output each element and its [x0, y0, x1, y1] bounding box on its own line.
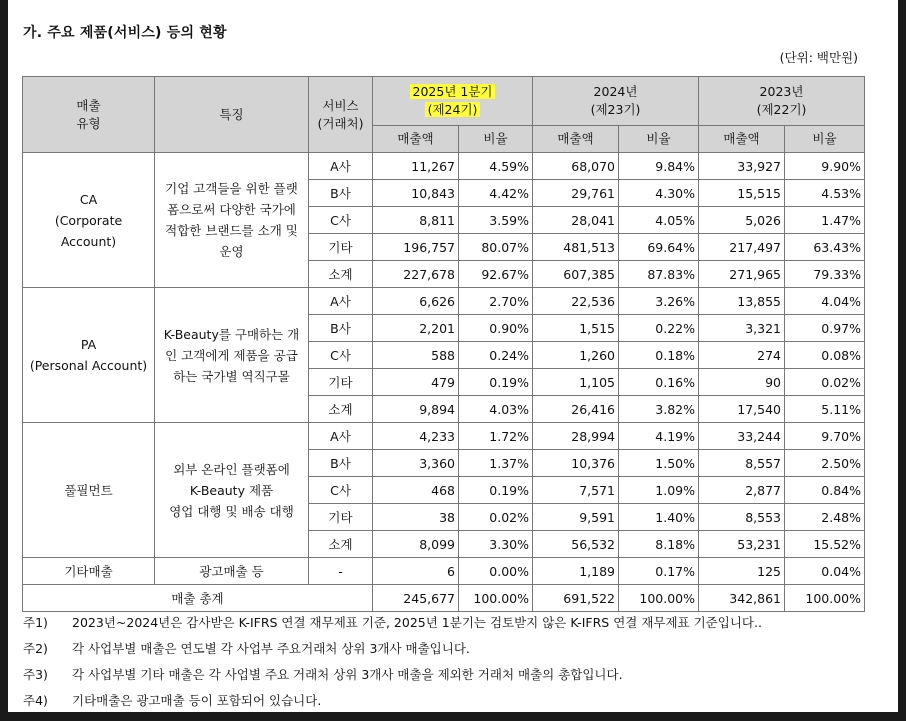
sales-2024-cell: 1,260 [533, 342, 619, 369]
header-period-2023 [699, 77, 865, 126]
sales-2023-cell: 15,515 [699, 180, 785, 207]
footnotes [23, 610, 883, 712]
sales-2023-cell: 2,877 [699, 477, 785, 504]
sales-2025q1-cell: 2,201 [373, 315, 459, 342]
table-row [23, 423, 865, 450]
ratio-2025q1-cell: 80.07% [459, 234, 533, 261]
service-cell: C사 [309, 207, 373, 234]
service-cell: 기타 [309, 234, 373, 261]
ratio-2023-cell: 5.11% [785, 396, 865, 423]
sales-2024-cell: 1,105 [533, 369, 619, 396]
header-sales: 매출액 [699, 126, 785, 153]
sales-2024-cell: 28,994 [533, 423, 619, 450]
sales-2023-cell: 125 [699, 558, 785, 585]
header-service-line2: (거래처) [317, 115, 364, 131]
table-body [23, 153, 865, 612]
ratio-2025q1-cell: 1.37% [459, 450, 533, 477]
sales-2023-cell: 17,540 [699, 396, 785, 423]
table-row [23, 153, 865, 180]
header-ratio: 비율 [785, 126, 865, 153]
header-period-2025q1 [373, 77, 533, 126]
ratio-2024-cell: 1.40% [619, 504, 699, 531]
ratio-2025q1-cell: 0.90% [459, 315, 533, 342]
sales-2023-cell: 8,553 [699, 504, 785, 531]
ratio-2023-cell: 79.33% [785, 261, 865, 288]
service-cell: C사 [309, 477, 373, 504]
period-2024-line1: 2024년 [593, 84, 638, 99]
sales-2023-cell: 342,861 [699, 585, 785, 612]
ratio-2025q1-cell: 0.19% [459, 477, 533, 504]
sales-2025q1-cell: 8,811 [373, 207, 459, 234]
ratio-2024-cell: 3.26% [619, 288, 699, 315]
service-cell: A사 [309, 288, 373, 315]
group-feature-cell: K-Beauty를 구매하는 개인 고객에게 제품을 공급하는 국가별 역직구몰 [155, 288, 309, 423]
group-type-cell: PA (Personal Account) [23, 288, 155, 423]
sales-2025q1-cell: 3,360 [373, 450, 459, 477]
ratio-2023-cell: 15.52% [785, 531, 865, 558]
footnote-text: 2023년~2024년은 감사받은 K-IFRS 연결 재무제표 기준, 2025년 1분기는 검토받지 않은 K-IFRS 연결 재무제표 기준입니다.. [72, 615, 762, 630]
sales-2023-cell: 33,927 [699, 153, 785, 180]
ratio-2025q1-cell: 2.70% [459, 288, 533, 315]
service-cell: 기타 [309, 369, 373, 396]
sales-2023-cell: 217,497 [699, 234, 785, 261]
footnote-tag: 주4) [23, 693, 48, 708]
footnote-item [23, 688, 883, 712]
footnote-tag: 주3) [23, 667, 48, 682]
ratio-2024-cell: 0.16% [619, 369, 699, 396]
ratio-2024-cell: 69.64% [619, 234, 699, 261]
sales-2024-cell: 1,189 [533, 558, 619, 585]
sales-2024-cell: 7,571 [533, 477, 619, 504]
period-2024-line2: (제23기) [590, 102, 641, 117]
service-cell: 소계 [309, 261, 373, 288]
header-ratio: 비율 [619, 126, 699, 153]
header-type [23, 77, 155, 153]
sales-2025q1-cell: 6 [373, 558, 459, 585]
ratio-2023-cell: 4.53% [785, 180, 865, 207]
ratio-2025q1-cell: 100.00% [459, 585, 533, 612]
other-type-cell: 기타매출 [23, 558, 155, 585]
sales-2025q1-cell: 8,099 [373, 531, 459, 558]
sales-2024-cell: 10,376 [533, 450, 619, 477]
footnote-text: 각 사업부별 매출은 연도별 각 사업부 주요거래처 상위 3개사 매출입니다. [72, 641, 470, 656]
period-2025q1-line2: (제24기) [425, 102, 481, 117]
other-service-cell: - [309, 558, 373, 585]
ratio-2024-cell: 0.17% [619, 558, 699, 585]
ratio-2023-cell: 9.90% [785, 153, 865, 180]
sales-2023-cell: 13,855 [699, 288, 785, 315]
sales-2023-cell: 274 [699, 342, 785, 369]
sales-2025q1-cell: 588 [373, 342, 459, 369]
ratio-2024-cell: 4.05% [619, 207, 699, 234]
period-2025q1-line1: 2025년 1분기 [410, 84, 496, 99]
ratio-2023-cell: 1.47% [785, 207, 865, 234]
service-cell: A사 [309, 423, 373, 450]
sales-2024-cell: 607,385 [533, 261, 619, 288]
other-feature-cell: 광고매출 등 [155, 558, 309, 585]
ratio-2025q1-cell: 3.30% [459, 531, 533, 558]
header-sales: 매출액 [373, 126, 459, 153]
footnote-tag: 주1) [23, 615, 48, 630]
sales-2024-cell: 481,513 [533, 234, 619, 261]
document-page [8, 0, 898, 712]
ratio-2023-cell: 2.48% [785, 504, 865, 531]
sales-2024-cell: 68,070 [533, 153, 619, 180]
revenue-table [22, 76, 865, 612]
service-cell: B사 [309, 315, 373, 342]
sales-2024-cell: 56,532 [533, 531, 619, 558]
ratio-2024-cell: 4.19% [619, 423, 699, 450]
ratio-2025q1-cell: 4.59% [459, 153, 533, 180]
ratio-2024-cell: 3.82% [619, 396, 699, 423]
header-type-line1: 매출 [76, 97, 101, 113]
service-cell: 소계 [309, 531, 373, 558]
unit-label: (단위: 백만원) [779, 50, 858, 65]
header-sales: 매출액 [533, 126, 619, 153]
sales-2025q1-cell: 245,677 [373, 585, 459, 612]
table-row-other [23, 558, 865, 585]
sales-2023-cell: 53,231 [699, 531, 785, 558]
ratio-2024-cell: 0.22% [619, 315, 699, 342]
ratio-2024-cell: 9.84% [619, 153, 699, 180]
ratio-2025q1-cell: 1.72% [459, 423, 533, 450]
sales-2025q1-cell: 196,757 [373, 234, 459, 261]
ratio-2024-cell: 0.18% [619, 342, 699, 369]
sales-2025q1-cell: 227,678 [373, 261, 459, 288]
footnote-item [23, 662, 883, 688]
sales-2024-cell: 26,416 [533, 396, 619, 423]
sales-2024-cell: 9,591 [533, 504, 619, 531]
ratio-2024-cell: 4.30% [619, 180, 699, 207]
sales-2023-cell: 271,965 [699, 261, 785, 288]
footnote-item [23, 636, 883, 662]
ratio-2023-cell: 100.00% [785, 585, 865, 612]
footnote-text: 기타매출은 광고매출 등이 포함되어 있습니다. [72, 693, 322, 708]
sales-2023-cell: 8,557 [699, 450, 785, 477]
service-cell: B사 [309, 180, 373, 207]
header-feature: 특징 [155, 77, 309, 153]
header-ratio: 비율 [459, 126, 533, 153]
sales-2024-cell: 1,515 [533, 315, 619, 342]
service-cell: B사 [309, 450, 373, 477]
ratio-2024-cell: 100.00% [619, 585, 699, 612]
sales-2025q1-cell: 4,233 [373, 423, 459, 450]
sales-2024-cell: 22,536 [533, 288, 619, 315]
sales-2025q1-cell: 9,894 [373, 396, 459, 423]
ratio-2023-cell: 0.97% [785, 315, 865, 342]
sales-2023-cell: 3,321 [699, 315, 785, 342]
period-2023-line1: 2023년 [759, 84, 804, 99]
ratio-2024-cell: 1.50% [619, 450, 699, 477]
total-label-cell: 매출 총계 [23, 585, 373, 612]
group-type-cell: CA (Corporate Account) [23, 153, 155, 288]
ratio-2023-cell: 4.04% [785, 288, 865, 315]
service-cell: A사 [309, 153, 373, 180]
footnote-text: 각 사업부별 기타 매출은 각 사업별 주요 거래처 상위 3개사 매출을 제외한 거래처 매출의 총합입니다. [72, 667, 623, 682]
header-service [309, 77, 373, 153]
ratio-2025q1-cell: 4.42% [459, 180, 533, 207]
table-row [23, 288, 865, 315]
sales-2023-cell: 33,244 [699, 423, 785, 450]
sales-2025q1-cell: 10,843 [373, 180, 459, 207]
ratio-2023-cell: 9.70% [785, 423, 865, 450]
service-cell: C사 [309, 342, 373, 369]
footnote-tag: 주2) [23, 641, 48, 656]
ratio-2024-cell: 8.18% [619, 531, 699, 558]
sales-2025q1-cell: 479 [373, 369, 459, 396]
ratio-2023-cell: 0.02% [785, 369, 865, 396]
ratio-2023-cell: 0.04% [785, 558, 865, 585]
ratio-2023-cell: 0.84% [785, 477, 865, 504]
group-feature-cell: 외부 온라인 플랫폼에 K-Beauty 제품 영업 대행 및 배송 대행 [155, 423, 309, 558]
sales-2024-cell: 691,522 [533, 585, 619, 612]
period-2023-line2: (제22기) [756, 102, 807, 117]
ratio-2023-cell: 2.50% [785, 450, 865, 477]
ratio-2025q1-cell: 4.03% [459, 396, 533, 423]
sales-2025q1-cell: 11,267 [373, 153, 459, 180]
service-cell: 소계 [309, 396, 373, 423]
sales-2025q1-cell: 6,626 [373, 288, 459, 315]
sales-2024-cell: 28,041 [533, 207, 619, 234]
footnote-item [23, 610, 883, 636]
ratio-2024-cell: 87.83% [619, 261, 699, 288]
sales-2025q1-cell: 468 [373, 477, 459, 504]
section-heading: 가. 주요 제품(서비스) 등의 현황 [23, 25, 227, 41]
header-type-line2: 유형 [76, 115, 101, 131]
header-service-line1: 서비스 [322, 97, 359, 113]
ratio-2024-cell: 1.09% [619, 477, 699, 504]
table-row-total [23, 585, 865, 612]
service-cell: 기타 [309, 504, 373, 531]
ratio-2025q1-cell: 0.24% [459, 342, 533, 369]
ratio-2025q1-cell: 3.59% [459, 207, 533, 234]
header-row-periods [23, 77, 865, 126]
ratio-2025q1-cell: 0.00% [459, 558, 533, 585]
group-feature-cell: 기업 고객들을 위한 플랫폼으로써 다양한 국가에 적합한 브랜드를 소개 및 운영 [155, 153, 309, 288]
sales-2023-cell: 90 [699, 369, 785, 396]
header-period-2024 [533, 77, 699, 126]
sales-2025q1-cell: 38 [373, 504, 459, 531]
group-type-cell: 풀필먼트 [23, 423, 155, 558]
ratio-2025q1-cell: 0.02% [459, 504, 533, 531]
sales-2023-cell: 5,026 [699, 207, 785, 234]
ratio-2023-cell: 0.08% [785, 342, 865, 369]
sales-2024-cell: 29,761 [533, 180, 619, 207]
ratio-2023-cell: 63.43% [785, 234, 865, 261]
ratio-2025q1-cell: 0.19% [459, 369, 533, 396]
ratio-2025q1-cell: 92.67% [459, 261, 533, 288]
